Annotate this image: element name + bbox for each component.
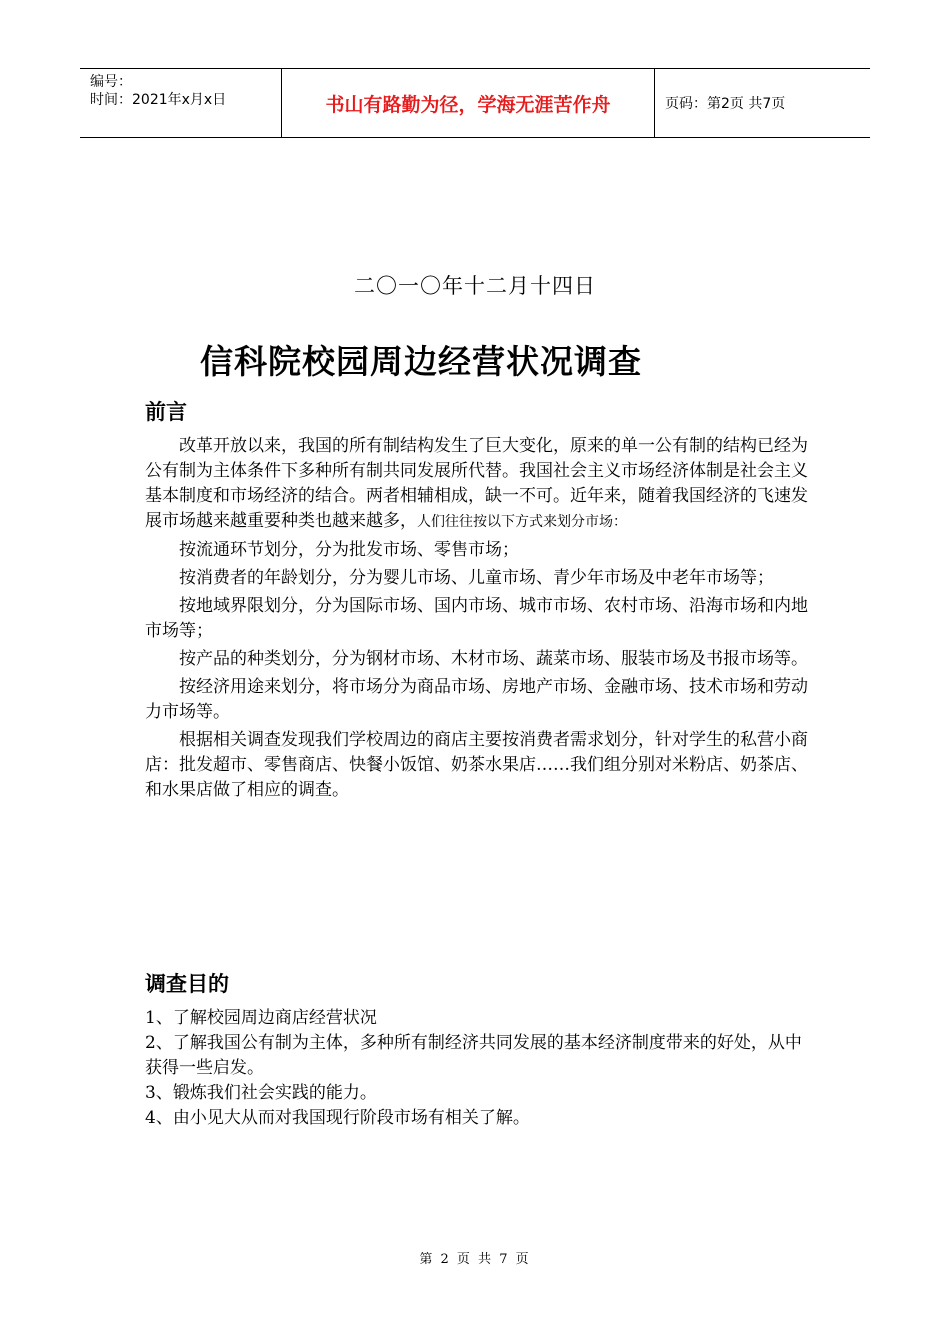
document-date: 二〇一〇年十二月十四日 xyxy=(354,274,596,298)
preface-item: 根据相关调查发现我们学校周边的商店主要按消费者需求划分，针对学生的私营小商店：批发超市、零售商店、快餐小饭馆、奶茶水果店……我们组分别对米粉店、奶茶店、和水果店做了相应的调查。 xyxy=(145,730,808,800)
purpose-list xyxy=(145,1006,810,1131)
preface-intro-small: 人们往往按以下方式来划分市场： xyxy=(417,514,627,530)
header-motto: 书山有路勤为径，学海无涯苦作舟 xyxy=(282,69,655,137)
preface-heading: 前言 xyxy=(145,400,187,424)
header-meta xyxy=(80,69,282,137)
preface-item: 按地域界限划分，分为国际市场、国内市场、城市市场、农村市场、沿海市场和内地市场等； xyxy=(145,596,808,641)
preface-item: 按消费者的年龄划分，分为婴儿市场、儿童市场、青少年市场及中老年市场等； xyxy=(145,568,774,588)
preface-body xyxy=(145,434,810,803)
purpose-item: 3、锻炼我们社会实践的能力。 xyxy=(145,1083,377,1103)
number-label: 编号： xyxy=(90,74,132,90)
purpose-item: 1、了解校园周边商店经营状况 xyxy=(145,1008,377,1028)
page-footer: 第 2 页 共 7 页 xyxy=(419,1252,531,1267)
page-header xyxy=(80,68,870,138)
preface-item: 按产品的种类划分，分为钢材市场、木材市场、蔬菜市场、服装市场及书报市场等。 xyxy=(145,649,808,669)
preface-intro xyxy=(145,434,810,535)
preface-item: 按流通环节划分，分为批发市场、零售市场； xyxy=(145,540,519,560)
purpose-heading: 调查目的 xyxy=(145,972,229,996)
time-label: 时间：2021年x月x日 xyxy=(90,92,227,108)
preface-intro-main: 改革开放以来，我国的所有制结构发生了巨大变化，原来的单一公有制的结构已经为公有制为主体条件下多种所有制共同发展所代替。我国社会主义市场经济体制是社会主义基本制度和市场经济的结合。两者相辅相成，缺一不可。近年来，随着我国经济的飞速发展市场越来越重要种类也越来越多， xyxy=(145,436,808,531)
purpose-item: 4、由小见大从而对我国现行阶段市场有相关了解。 xyxy=(145,1108,530,1128)
purpose-item: 2、了解我国公有制为主体，多种所有制经济共同发展的基本经济制度带来的好处，从中获得一些启发。 xyxy=(145,1033,802,1078)
header-page-info: 页码：第2页 共7页 xyxy=(665,96,786,112)
document-title: 信科院校园周边经营状况调查 xyxy=(200,342,642,381)
preface-item: 按经济用途来划分，将市场分为商品市场、房地产市场、金融市场、技术市场和劳动力市场等。 xyxy=(145,677,808,722)
